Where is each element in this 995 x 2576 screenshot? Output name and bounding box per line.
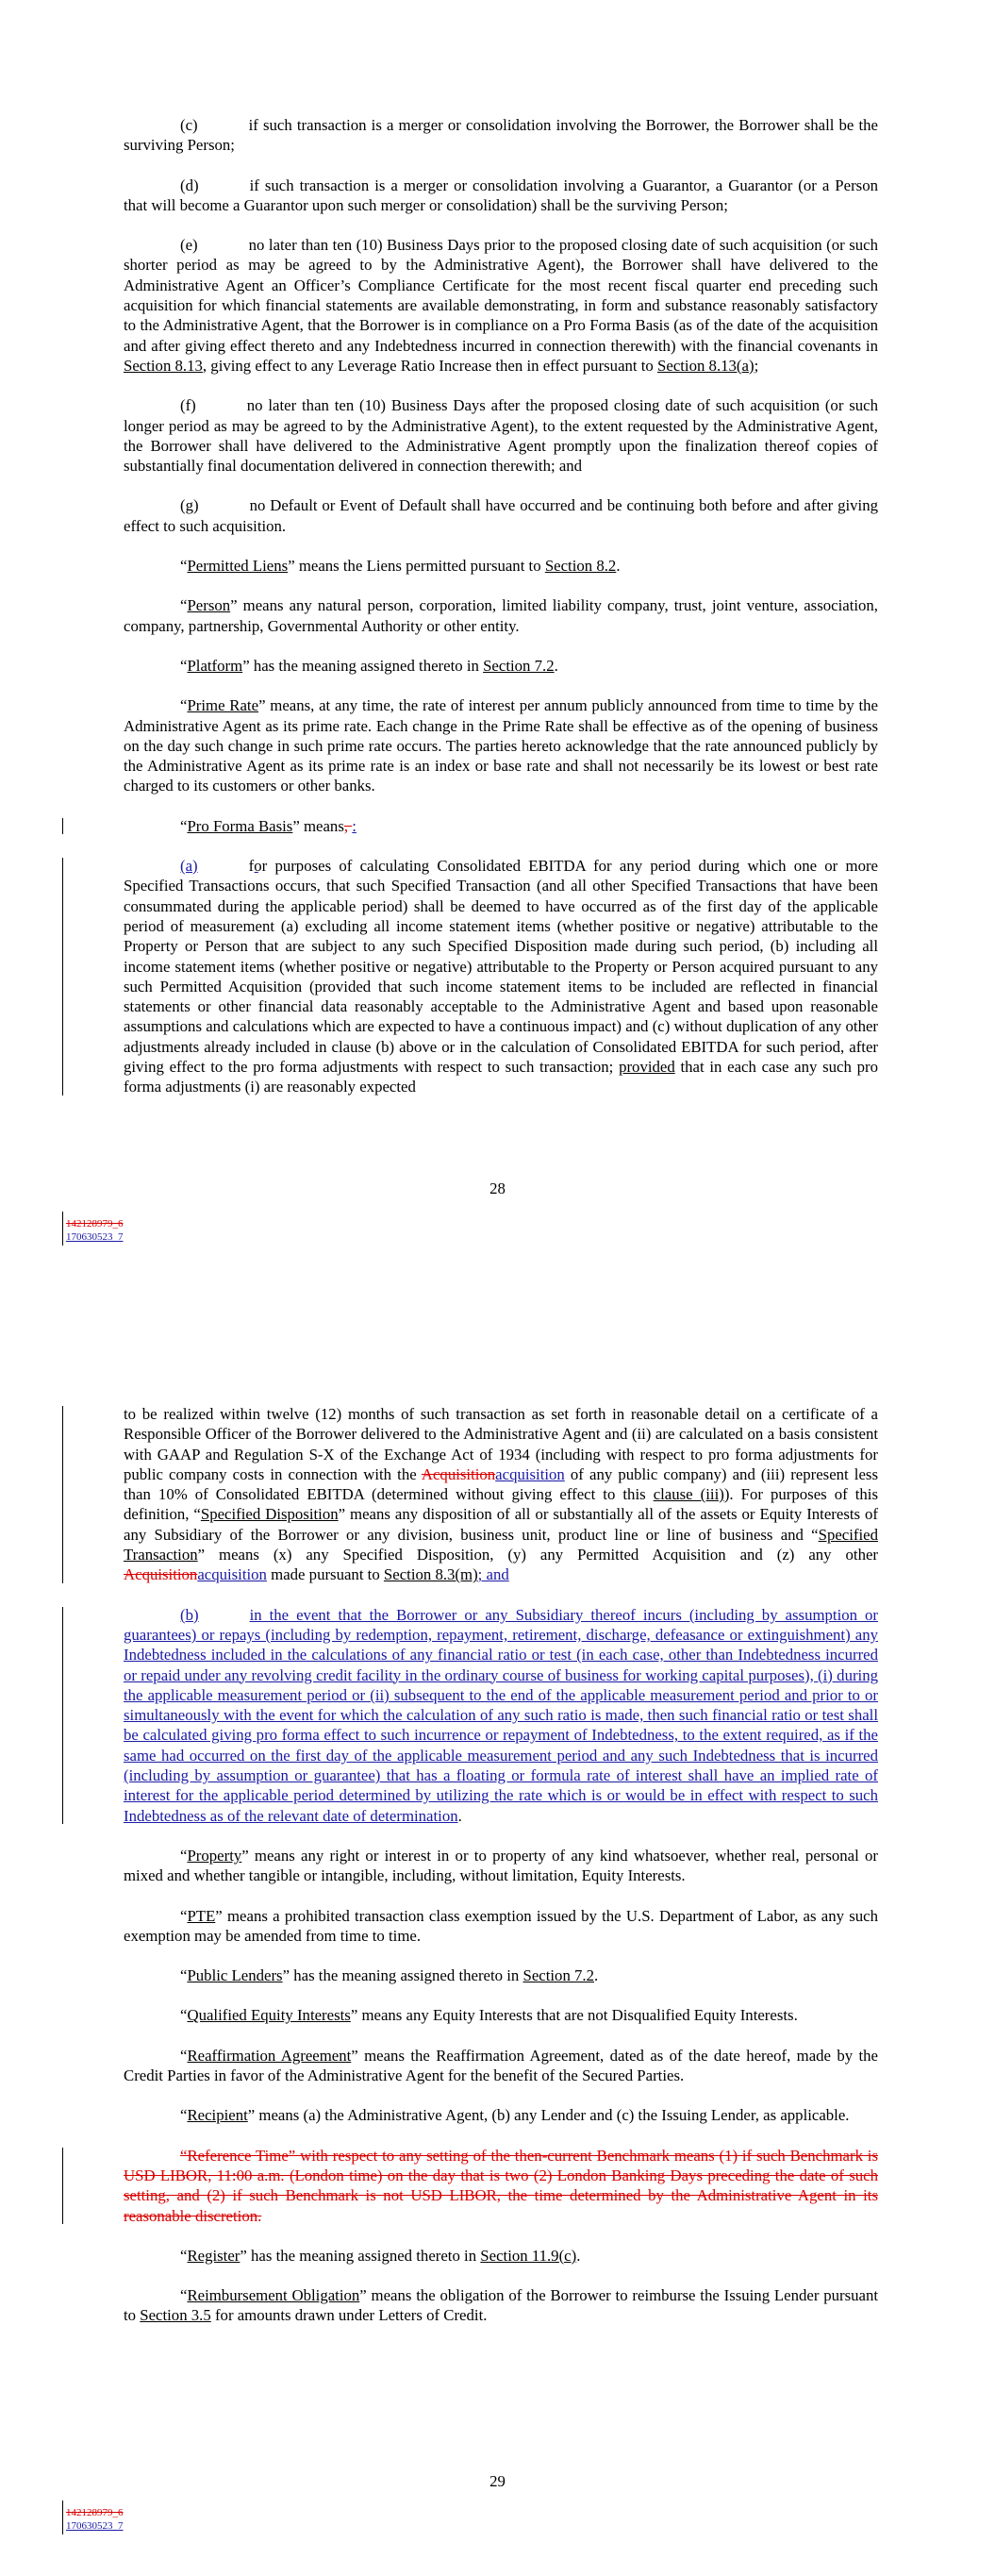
underlined-term: PTE xyxy=(187,1906,216,1925)
paragraph-p2pte xyxy=(124,1906,878,1947)
document-id xyxy=(66,2506,124,2533)
underlined-term: Section 8.3(m) xyxy=(383,1565,478,1584)
underlined-term: Qualified Equity Interests xyxy=(187,2006,351,2025)
deleted-text: , xyxy=(343,816,353,835)
inserted-text: ; and xyxy=(477,1565,509,1584)
text-run: ” means any right or interest in or to property of any kind whatsoever, whether real, personal or mixed and whether tangible or intangible, including, without limitation, Equity Interests. xyxy=(124,1846,878,1885)
text-run: “ xyxy=(180,656,188,675)
paragraph-p2reimb xyxy=(124,2285,878,2326)
underlined-term: Permitted Liens xyxy=(187,557,289,576)
deleted-text: Acquisition xyxy=(124,1565,198,1584)
text-run: ” means any disposition of all or substantially all of the assets or Equity Interests of any Subsidiary of the Borrower or any division, business unit, product line or line of business and “ xyxy=(124,1505,878,1544)
underlined-term: Specified Transaction xyxy=(124,1525,878,1564)
text-run: “ xyxy=(180,816,188,835)
deleted-text: “Reference Time” with respect to any setting of the then-current Benchmark means (1) if such Benchmark is USD LIBOR, 11:00 a.m. (London time) on the day that is two (2) London Banking Days preceding the date of such setting, and (2) if such Benchmark is not USD LIBOR, the time determined by the Administrative Agent in its reasonable discretion. xyxy=(124,2146,878,2225)
underlined-term: Section 8.2 xyxy=(544,557,617,576)
text-run: . xyxy=(594,1966,599,1985)
change-bar xyxy=(62,858,63,1096)
text-run: “ xyxy=(180,557,188,576)
paragraph-p1platform xyxy=(124,656,878,676)
text-run: to be realized within twelve (12) months of such transaction as set forth in reasonable detail on a certificate of a Responsible Officer of the Borrower delivered to the Administrative Agent and (ii) are calculated on a basis consistent with GAAP and Regulation S-X of the Exchange Act of 1934 (including with respect to pro forma adjustments for public company costs in connection with the xyxy=(124,1405,878,1483)
text-run: ). For purposes of this definition, “ xyxy=(124,1485,878,1524)
tab-space xyxy=(198,235,249,255)
text-run: ; xyxy=(754,356,759,375)
change-bar xyxy=(62,1607,63,1824)
text-run: . xyxy=(576,2246,581,2265)
page-29 xyxy=(0,1378,995,2576)
paragraph-p1g xyxy=(124,495,878,536)
paragraph-p2cont xyxy=(124,1404,878,1585)
underlined-term: Reaffirmation Agreement xyxy=(187,2046,352,2065)
underlined-term: Public Lenders xyxy=(187,1966,283,1985)
underlined-term: Property xyxy=(187,1846,242,1865)
document-id-deleted: 142128979_6 xyxy=(66,2507,124,2518)
inserted-text: (a) xyxy=(180,857,198,876)
text-run: (d) xyxy=(180,176,199,194)
text-run: ” has the meaning assigned thereto in xyxy=(282,1966,523,1985)
paragraph-p2publenders xyxy=(124,1965,878,1985)
page-number: 28 xyxy=(489,1179,506,1197)
page-28 xyxy=(0,0,995,1264)
text-run: . xyxy=(616,557,621,576)
text-run: if such transaction is a merger or consolidation involving the Borrower, the Borrower shall be the surviving Person; xyxy=(124,116,878,155)
text-run: (e) xyxy=(180,236,198,255)
inserted-text: in the event that the Borrower or any Subsidiary thereof incurs (including by assumption or guarantees) or repays (including by redemption, repayment, retirement, discharge, defeasance or extinguishment) any Indebtedness included in the calculations of any financial ratio or test (in each case, other than Indebtedness incurred or repaid under any revolving credit facility in the ordinary course of business for working capital purposes), (i) during the applicable measurement period or (ii) subsequent to the end of the applicable measurement period and prior to or simultaneously with the event for which the calculation of any such ratio is made, then such financial ratio or test shall be calculated giving pro forma effect to such incurrence or repayment of Indebtedness, to the extent required, as if the same had occurred on the first day of the applicable measurement period and any such Indebtedness that is incurred (including by assumption or guarantee) that has a floating or formula rate of interest shall have an implied rate of interest for the applicable period determined by utilizing the rate which is or would be in effect with respect to such Indebtedness as of the relevant date of determination xyxy=(124,1605,878,1825)
text-run: no later than ten (10) Business Days after the proposed closing date of such acquisition (or such longer period as may be agreed to by the Administrative Agent), to the extent requested by the Administrative Agent, the Borrower shall have delivered to the Administrative Agent promptly upon the finalization thereof copies of substantially final documentation delivered in connection therewith; and xyxy=(124,396,878,476)
paragraph-p2property xyxy=(124,1846,878,1886)
document-id xyxy=(66,1217,124,1244)
underlined-term: Section 8.13(a) xyxy=(657,356,755,375)
text-run: . xyxy=(554,656,558,675)
paragraph-p1f xyxy=(124,395,878,476)
text-run: ” has the meaning assigned thereto in xyxy=(240,2246,481,2265)
paragraph-p2reftime xyxy=(124,2146,878,2226)
text-run: ” means, at any time, the rate of interest per annum publicly announced from time to time by the Administrative Agent as its prime rate. Each change in the Prime Rate shall be effective as of the opening of business on the day such change in such prime rate occurs. The parties hereto acknowledge that the rate announced publicly by the Administrative Agent as its prime rate is an index or base rate and shall not necessarily be its lowest or best rate charged to its customers or other banks. xyxy=(124,696,878,795)
text-run: ” means (a) the Administrative Agent, (b) any Lender and (c) the Issuing Lender, as applicable. xyxy=(247,2106,850,2125)
text-run: “ xyxy=(180,1846,188,1865)
tab-space xyxy=(196,395,247,415)
text-run: “ xyxy=(180,696,188,715)
underlined-term: clause (iii) xyxy=(653,1485,724,1504)
inserted-text: (b) xyxy=(180,1605,199,1624)
document-id-deleted: 142128979_6 xyxy=(66,1218,124,1229)
underlined-term: Prime Rate xyxy=(187,696,259,715)
paragraph-p2reaff xyxy=(124,2046,878,2086)
text-run: . xyxy=(457,1806,462,1825)
underlined-term: Reimbursement Obligation xyxy=(187,2286,360,2305)
text-run: ” means xyxy=(292,816,344,835)
paragraph-p1pl xyxy=(124,556,878,576)
text-run: ” means any Equity Interests that are not Disqualified Equity Interests. xyxy=(350,2006,798,2025)
paragraph-p1a xyxy=(124,856,878,1097)
paragraph-p2b xyxy=(124,1605,878,1826)
paragraph-p1e xyxy=(124,235,878,376)
underlined-term: Section 7.2 xyxy=(483,656,555,675)
paragraph-p2register xyxy=(124,2246,878,2266)
text-run: “ xyxy=(180,596,188,615)
tab-space xyxy=(199,1605,250,1625)
deleted-text: Acquisition xyxy=(421,1464,496,1483)
underlined-term: Section 3.5 xyxy=(140,2306,211,2325)
paragraph-p2recipient xyxy=(124,2105,878,2125)
text-run: ” means the Reaffirmation Agreement, dated as of the date hereof, made by the Credit Parties in favor of the Administrative Agent for the benefit of the Secured Parties. xyxy=(124,2046,879,2085)
underlined-term: Section 11.9(c) xyxy=(480,2246,577,2265)
change-bar xyxy=(62,1406,63,1583)
document-id-inserted: 170630523_7 xyxy=(66,1231,124,1243)
tab-space xyxy=(198,856,249,876)
change-bar xyxy=(62,2501,63,2534)
change-bar xyxy=(62,1212,63,1246)
underlined-term: Register xyxy=(187,2246,240,2265)
paragraph-p1pfb xyxy=(124,816,878,836)
text-run: for purposes of calculating Consolidated EBITDA for any period during which one or more Specified Transactions occurs, that such Specified Transaction (and all other Specified Transactions that have been consummated during the applicable period) shall be deemed to have occurred as of the first day of the applicable period of measurement (a) excluding all income statement items (whether positive or negative) attributable to the Property or Person that are subject to any such Specified Disposition made during such period, (b) including all income statement items (whether positive or negative) attributable to the Property or Person acquired pursuant to any such Permitted Acquisition (provided that such income statement items to be included are reflected in financial statements or other financial data reasonably acceptable to the Administrative Agent and based upon reasonable assumptions and calculations which are expected to have a continuous impact) and (c) without duplication of any other adjustments already included in clause (b) above or in the calculation of Consolidated EBITDA for such period, after giving effect to the pro forma adjustments with respect to such transaction; xyxy=(124,857,878,1076)
tab-space xyxy=(199,495,250,515)
inserted-text: : xyxy=(352,816,357,835)
text-run: ” means a prohibited transaction class exemption issued by the U.S. Department of Labor, as any such exemption may be amended from time to time. xyxy=(124,1906,878,1945)
text-run: “ xyxy=(180,2006,188,2025)
text-run: of any public company) and (iii) represent less than 10% of Consolidated EBITDA (determined without giving effect to this xyxy=(124,1464,878,1504)
text-run: made pursuant to xyxy=(266,1565,384,1584)
text-run: “ xyxy=(180,2246,188,2265)
underlined-term: Specified Disposition xyxy=(200,1505,339,1524)
text-run: (c) xyxy=(180,116,198,134)
text-run: “ xyxy=(180,1906,188,1925)
underlined-term: Recipient xyxy=(187,2106,248,2125)
page-number: 29 xyxy=(489,2472,506,2490)
underlined-term: provided xyxy=(619,1057,675,1076)
change-bar xyxy=(62,818,63,834)
text-run: that in each case any such pro forma adjustments (i) are reasonably expected xyxy=(124,1057,878,1096)
text-run: “ xyxy=(180,1966,188,1985)
text-run: ” has the meaning assigned thereto in xyxy=(242,656,484,675)
paragraph-p1d xyxy=(124,176,878,216)
tab-space xyxy=(199,176,250,195)
text-run: “ xyxy=(180,2286,188,2305)
text-run: , giving effect to any Leverage Ratio Increase then in effect pursuant to xyxy=(202,356,658,375)
text-run: ” means the Liens permitted pursuant to xyxy=(288,557,545,576)
text-run: no Default or Event of Default shall have occurred and be continuing both before and after giving effect to such acquisition. xyxy=(124,496,878,535)
paragraph-p1person xyxy=(124,595,878,636)
underlined-term: Platform xyxy=(187,656,243,675)
inserted-text: acquisition xyxy=(197,1565,267,1584)
tab-space xyxy=(198,115,249,135)
document-id-inserted: 170630523_7 xyxy=(66,2520,124,2532)
text-run: ” means the obligation of the Borrower to reimburse the Issuing Lender pursuant to xyxy=(124,2286,879,2325)
underlined-term: Pro Forma Basis xyxy=(187,816,293,835)
inserted-text: acquisition xyxy=(495,1464,565,1483)
text-run: no later than ten (10) Business Days prior to the proposed closing date of such acquisition (or such shorter period as may be agreed to by the Administrative Agent), the Borrower shall have delivered to the Administrative Agent an Officer’s Compliance Certificate for the most recent fiscal quarter end preceding such acquisition for which financial statements are available demonstrating, in form and substance reasonably satisfactory to the Administrative Agent, that the Borrower is in compliance on a Pro Forma Basis (as of the date of the acquisition and after giving effect thereto and any Indebtedness incurred in connection therewith) with the financial covenants in xyxy=(124,236,878,355)
text-run: (g) xyxy=(180,496,199,515)
text-run: (f) xyxy=(180,396,196,415)
underlined-term: Section 7.2 xyxy=(522,1966,595,1985)
page-body xyxy=(124,115,878,1117)
underlined-term: Section 8.13 xyxy=(124,356,203,375)
underlined-term: Person xyxy=(187,596,231,615)
text-run: ” means (x) any Specified Disposition, (y) any Permitted Acquisition and (z) any other xyxy=(197,1546,878,1564)
paragraph-p2qei xyxy=(124,2005,878,2025)
text-run: if such transaction is a merger or consolidation involving a Guarantor, a Guarantor (or a Person that will become a Guarantor upon such merger or consolidation) shall be the surviving Person; xyxy=(124,176,878,214)
paragraph-p1c xyxy=(124,115,878,156)
text-run: ” means any natural person, corporation, limited liability company, trust, joint venture, association, company, partnership, Governmental Authority or other entity. xyxy=(124,596,878,635)
paragraph-p1prime xyxy=(124,695,878,795)
change-bar xyxy=(62,2148,63,2224)
text-run: “ xyxy=(180,2046,188,2065)
text-run: for amounts drawn under Letters of Credit. xyxy=(210,2306,488,2325)
text-run: “ xyxy=(180,2106,188,2125)
page-body xyxy=(124,1404,878,2346)
